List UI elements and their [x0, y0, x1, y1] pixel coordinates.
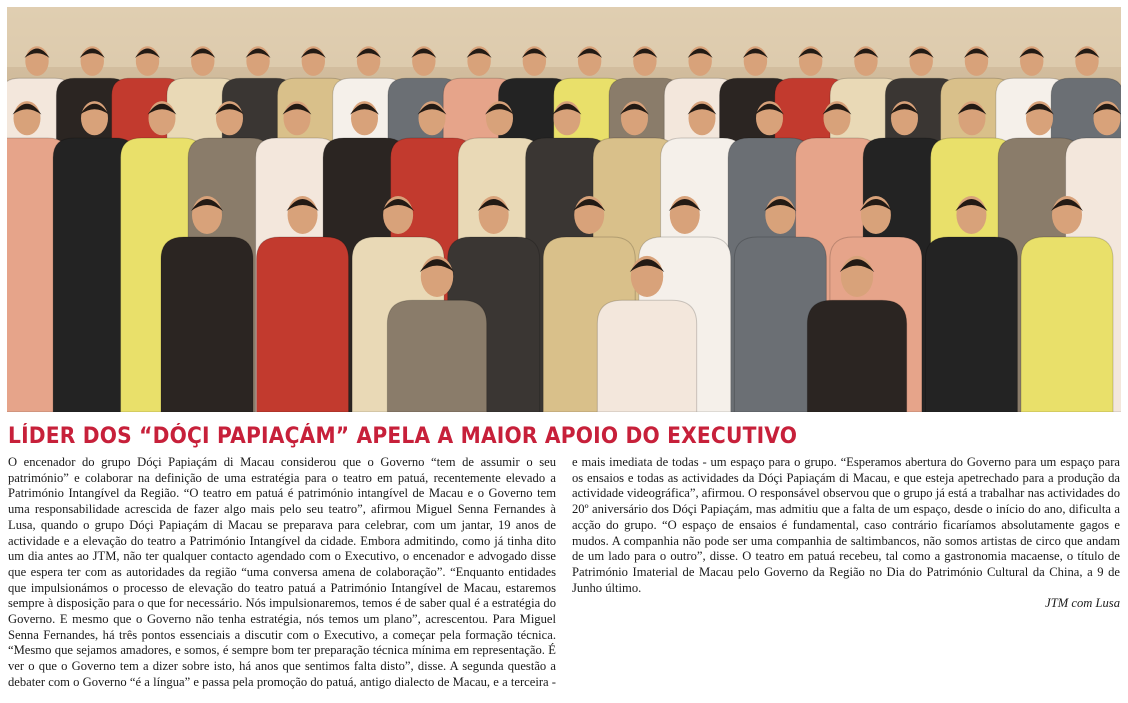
- group-photo: [7, 7, 1121, 412]
- article-text: O encenador do grupo Dóçi Papiaçám di Macau considerou que o Governo “tem de assumir o seu património” e colaborar na definição de uma estratégia para o teatro em patuá, recentemente elevado a Património Intangível da Região. “O teatro em patuá é património intangível de Macau e o Governo tem uma responsabilidade acrescida de fazer algo mais pelo seu teatro”, afirmou Miguel Senna Fernandes à Lusa, quando o grupo Dóçi Papiaçám di Macau se preparava para celebrar, com um jantar, 19 anos de actividade e a elevação do teatro a Património Intangível da cidade. Embora admitindo, como já tinha dito um dia antes ao JTM, não ter qualquer contacto agendado com o Executivo, o encenador e advogado disse que espera ter com as autoridades da região “uma conversa amena de colaboração”. “Enquanto entidades que impulsionámos o processo de elevação do teatro patuá a Património Intangível de Macau, estaremos sempre à disposição para o que for necessário. Nós impulsionaremos, temos é de saber qual é a estratégia do Governo. E mesmo que o Governo não tenha estratégia, nós temos um plano”, acrescentou. Para Miguel Senna Fernandes, há três pontos essenciais a discutir com o Executivo, a começar pela formação técnica. “Mesmo que sejamos amadores, e somos, é sempre bom ter preparação técnica mínima em representação. É ver o que o Governo tem a dizer sobre isto, há anos que sentimos falta disto”, disse. A segunda questão a debater com o Governo “é a língua” e passa pela promoção do patuá, antigo dialecto de Macau, e a terceira - e mais imediata de todas - um espaço para o grupo. “Esperamos abertura do Governo para um espaço para os ensaios e todas as actividades da Dóçi Papiaçám di Macau, e que esteja apetrechado para a produção da actividade videográfica”, afirmou. O responsável observou que o grupo já está a trabalhar nas actividades do 20º aniversário dos Dóçi Papiaçám, mas admitiu que a falta de um espaço, desde o início do ano, dificulta a acção do grupo. “O espaço de ensaios é fundamental, caso contrário ficaríamos absolutamente gagos e mudos. A companhia não pode ser uma companhia de saltimbancos, não somos artistas de circo que andam de um lado para o outro”, disse. O teatro em patuá recebeu, tal como a gastronomia macaense, o título de Património Imaterial de Macau pelo Governo da Região no Dia do Património Cultural da China, a 9 de Junho último.: [8, 455, 1120, 689]
- byline: JTM com Lusa: [1045, 596, 1120, 611]
- group-photo-illustration: [7, 7, 1121, 412]
- headline: LÍDER DOS “DÓÇI PAPIAÇÁM” APELA A MAIOR APOIO DO EXECUTIVO: [8, 424, 798, 449]
- article-body: [8, 455, 1120, 695]
- article-paragraph: [8, 455, 1120, 695]
